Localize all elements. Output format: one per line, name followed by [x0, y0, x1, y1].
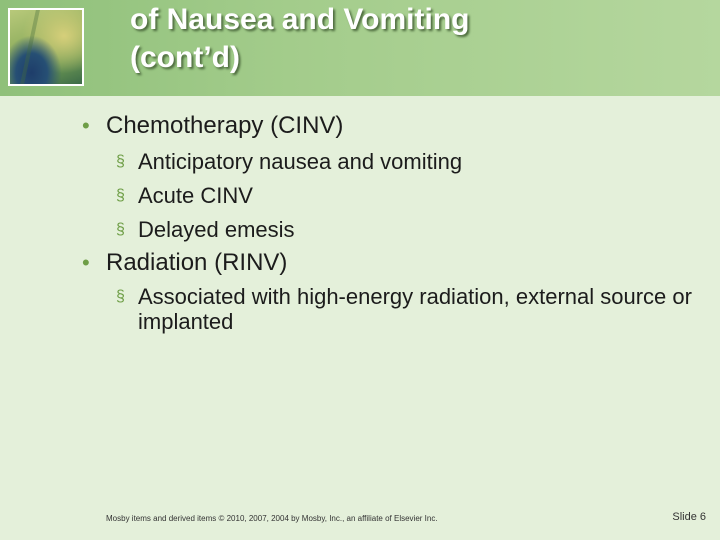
- bullet-icon: •: [82, 113, 90, 138]
- bullet-text: Chemotherapy (CINV): [106, 112, 344, 139]
- sub-bullet-icon: §: [116, 153, 125, 170]
- title-line: of Nausea and Vomiting: [130, 3, 470, 36]
- sub-bullet-text: Anticipatory nausea and vomiting: [138, 149, 463, 174]
- copyright-footer: Mosby items and derived items © 2010, 2007, 2004 by Mosby, Inc., an affiliate of Elsevier Inc.: [106, 514, 438, 523]
- sub-bullet-text: Associated with high-energy radiation, external source or implanted: [138, 284, 692, 334]
- title-line: (cont’d): [130, 41, 240, 74]
- slide-number: Slide 6: [672, 511, 706, 523]
- sub-bullet-icon: §: [116, 221, 125, 238]
- sub-bullet-icon: §: [116, 288, 125, 305]
- bullet-icon: •: [82, 250, 90, 275]
- sub-bullet-icon: §: [116, 187, 125, 204]
- sub-bullet-text: Acute CINV: [138, 183, 253, 208]
- sub-bullet-text: Delayed emesis: [138, 217, 295, 242]
- bullet-text: Radiation (RINV): [106, 249, 288, 276]
